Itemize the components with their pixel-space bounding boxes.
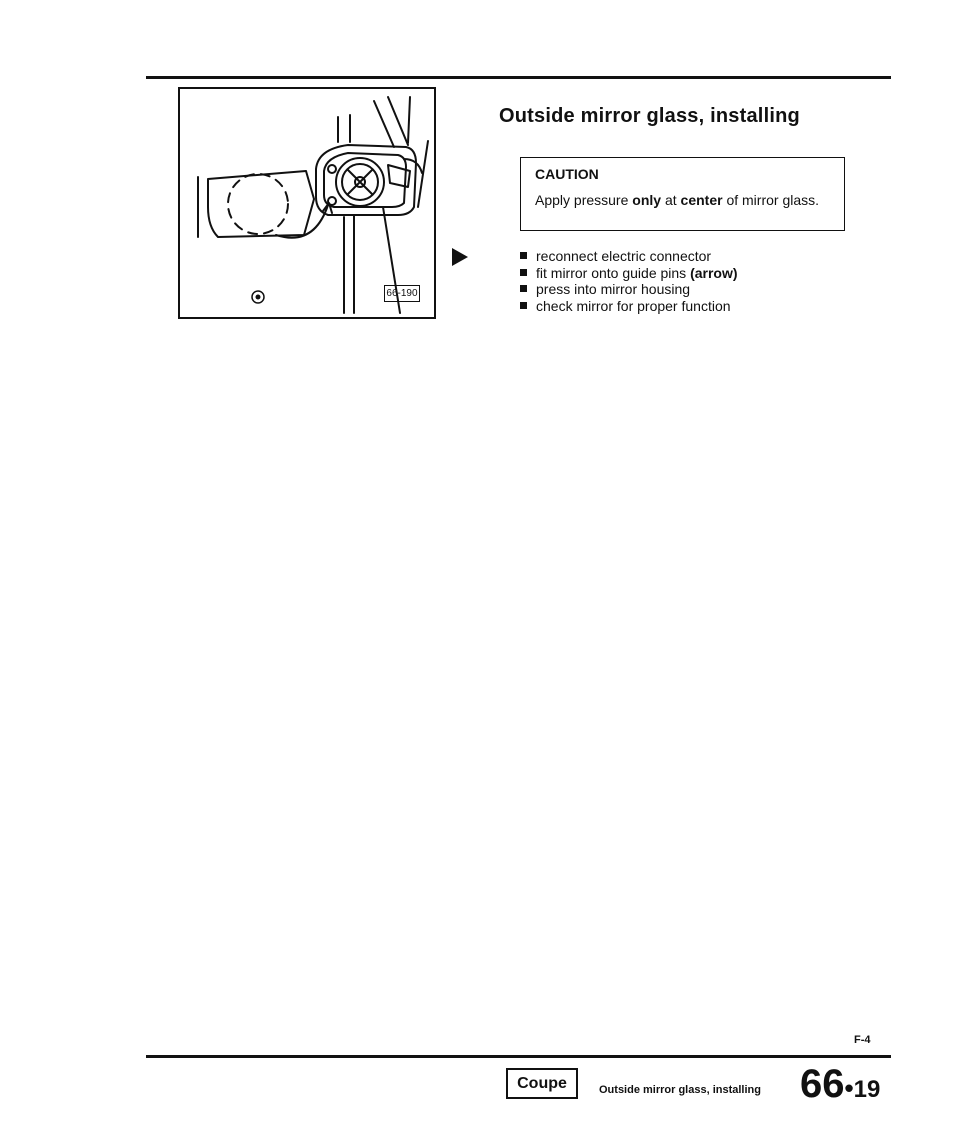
caution-heading: CAUTION [535,166,599,182]
page-number: 66•19 [800,1062,881,1106]
list-item: fit mirror onto guide pins (arrow) [520,265,738,282]
pointer-arrow-icon [452,248,468,266]
list-item: check mirror for proper function [520,298,738,315]
top-rule [146,76,891,79]
model-box: Coupe [506,1068,578,1099]
bullet-icon [520,269,527,276]
list-item: reconnect electric connector [520,248,738,265]
step-list [520,248,738,314]
caution-text: Apply pressure only at center of mirror glass. [535,192,820,208]
bullet-icon [520,302,527,309]
caution-box [520,157,845,231]
footer-caption: Outside mirror glass, installing [599,1084,761,1096]
bullet-icon [520,285,527,292]
list-item: press into mirror housing [520,281,738,298]
bullet-icon [520,252,527,259]
figure-panel [178,87,434,319]
figure-label: 66-190 [384,285,420,302]
bottom-rule [146,1055,891,1058]
model-mark: F-4 [854,1034,871,1046]
section-title: Outside mirror glass, installing [499,105,800,127]
